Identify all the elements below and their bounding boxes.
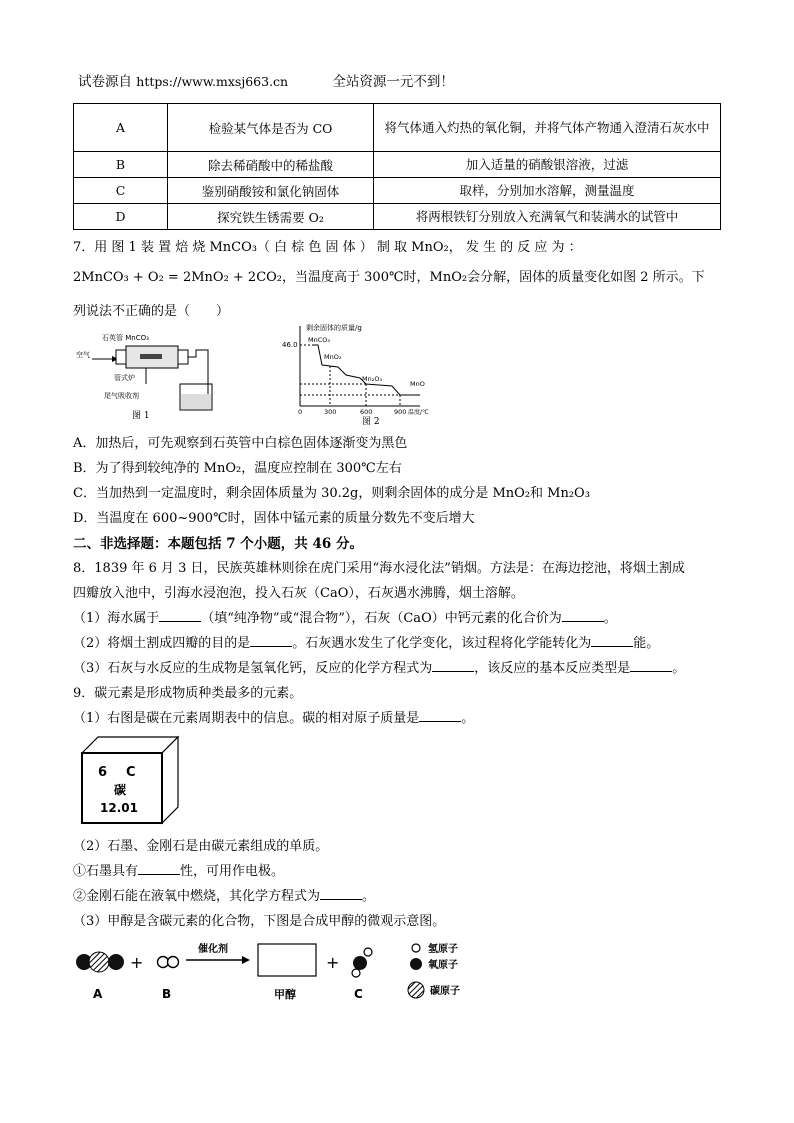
q9-part-2-1 [73, 860, 284, 879]
species-label: MnCO₃ [308, 336, 330, 344]
legend-oxygen: 氧原子 [428, 960, 458, 971]
q7-equation: 2MnCO₃ + O₂ = 2MnO₂ + 2CO₂ [73, 270, 283, 285]
table-row [74, 204, 721, 230]
answer-blank[interactable] [138, 862, 180, 875]
table-row [74, 104, 721, 152]
row-method: 将两根铁钉分别放入充满氧气和装满水的试管中 [374, 204, 721, 230]
fig1-caption: 图 1 [132, 411, 150, 421]
arrow-icon [242, 956, 250, 964]
element-symbol: C [126, 765, 136, 780]
text: ②金刚石能在液氧中燃烧，其化学方程式为 [73, 889, 321, 904]
fig2-ytick: 46.0 [282, 341, 298, 349]
text: （1）海水属于 [73, 611, 160, 626]
sample-boat [140, 354, 162, 359]
text: （填“纯净物”或“混合物”），石灰（CaO）中钙元素的化合价为 [201, 611, 562, 626]
q9-part-3: （3）甲醇是含碳元素的化合物，下图是合成甲醇的微观示意图。 [73, 914, 446, 929]
q7-option-b: B．为了得到较纯净的 MnO₂，温度应控制在 300℃左右 [73, 461, 402, 476]
legend-carbon-icon [408, 982, 424, 998]
section-heading: 二、非选择题：本题包括 7 个小题，共 46 分。 [73, 536, 363, 552]
answer-blank[interactable] [250, 634, 292, 647]
hydrogen-atom-icon [364, 948, 372, 956]
row-label: C [74, 178, 168, 204]
x-unit: 温度/℃ [408, 409, 429, 416]
answer-blank[interactable] [432, 659, 474, 672]
row-goal: 鉴别硝酸铵和氯化钠固体 [168, 178, 374, 204]
text: 。石灰遇水发生了化学变化，该过程将化学能转化为 [292, 636, 592, 651]
legend-hydrogen: 氢原子 [428, 944, 458, 955]
source-label: 试卷源自 [78, 74, 132, 90]
table-row [74, 152, 721, 178]
atomic-number: 6 [98, 765, 108, 780]
q7-line2-rest: ，当温度高于 300℃时，MnO₂会分解，固体的质量变化如图 2 所示。下 [282, 270, 705, 285]
legend-hydrogen-icon [412, 944, 420, 952]
text: 。 [603, 611, 617, 626]
oxygen-atom-icon [108, 954, 124, 970]
fig1-label-furnace: 管式炉 [114, 374, 135, 382]
experiment-table [73, 103, 721, 230]
absorbent-liquid [181, 394, 211, 409]
xtick: 600 [360, 408, 373, 416]
row-method: 将气体通入灼热的氧化铜，并将气体产物通入澄清石灰水中 [374, 104, 721, 152]
card-side-face [162, 737, 178, 823]
fig1-label-absorbent: 尾气吸收剂 [104, 392, 139, 400]
figure-2-mass-curve [282, 320, 442, 426]
oxygen-atom-icon [353, 956, 367, 970]
answer-blank[interactable] [320, 887, 362, 900]
row-method: 加入适量的硝酸银溶液，过滤 [374, 152, 721, 178]
q7-option-d: D．当温度在 600~900℃时，固体中锰元素的质量分数先不变后增大 [73, 511, 475, 526]
source-url[interactable]: https://www.mxsj663.cn [136, 74, 289, 89]
text: （1）右图是碳在元素周期表中的信息。碳的相对原子质量是 [73, 711, 420, 726]
text: 能。 [633, 636, 660, 651]
row-label: A [74, 104, 168, 152]
exhaust-pipe [188, 350, 208, 398]
row-goal: 检验某气体是否为 CO [168, 104, 374, 152]
xtick: 900 [394, 408, 407, 416]
q8-part-3 [73, 657, 685, 676]
q8-part-2 [73, 632, 659, 651]
legend-oxygen-icon [410, 958, 422, 970]
xtick: 300 [324, 408, 337, 416]
species-label: MnO [410, 380, 425, 388]
row-goal: 探究铁生锈需要 O₂ [168, 204, 374, 230]
row-label: B [74, 152, 168, 178]
answer-blank[interactable] [159, 609, 201, 622]
label-c: C [354, 987, 363, 1001]
text: 性，可用作电极。 [180, 864, 285, 879]
q7-line2 [73, 266, 705, 285]
q7-option-a: A．加热后，可先观察到石英管中白棕色固体逐渐变为黑色 [73, 436, 408, 451]
fig1-label-air: 空气 [76, 351, 90, 359]
q8-intro-2: 四瓣放入池中，引海水浸泡泡，投入石灰（CaO），石灰遇水沸腾，烟土溶解。 [73, 586, 524, 601]
fig1-label-tube: 石英管 MnCO₃ [102, 334, 149, 342]
q8-intro-1: 8．1839 年 6 月 3 日，民族英雄林则徐在虎门采用“海水浸化法”销烟。方法是：在海边挖池，将烟土割成 [73, 561, 685, 576]
carbon-atom-icon [89, 952, 109, 972]
q8-part-1 [73, 607, 617, 626]
hydrogen-atom-icon [352, 969, 360, 977]
label-methanol: 甲醇 [274, 988, 296, 1001]
text: 。 [461, 711, 475, 726]
hydrogen-atom-icon [168, 957, 179, 968]
plus-sign: + [130, 953, 144, 972]
q9-part-1 [73, 707, 474, 726]
label-a: A [93, 987, 103, 1001]
atomic-mass: 12.01 [100, 801, 138, 815]
fig2-caption: 图 2 [362, 417, 380, 426]
q9-part-2: （2）石墨、金刚石是由碳元素组成的单质。 [73, 839, 329, 854]
methanol-box [258, 944, 316, 976]
xtick: 0 [298, 408, 303, 416]
page-header [78, 70, 454, 90]
q7-line3: 列说法不正确的是（ ） [73, 304, 230, 319]
row-method: 取样，分别加水溶解，测量温度 [374, 178, 721, 204]
catalyst-label: 催化剂 [198, 944, 228, 955]
table-row [74, 178, 721, 204]
fig2-ylabel: 剩余固体的质量/g [306, 324, 362, 332]
label-b: B [162, 987, 172, 1001]
q9-part-2-2 [73, 885, 375, 904]
text: ，该反应的基本反应类型是 [474, 661, 631, 676]
text: ①石墨具有 [73, 864, 139, 879]
text: 。 [672, 661, 686, 676]
carbon-element-card [80, 735, 180, 825]
answer-blank[interactable] [562, 609, 604, 622]
figure-1-apparatus [74, 326, 224, 426]
text: （3）石灰与水反应的生成物是氢氧化钙，反应的化学方程式为 [73, 661, 433, 676]
row-label: D [74, 204, 168, 230]
answer-blank[interactable] [630, 659, 672, 672]
plus-sign: + [326, 953, 340, 972]
slogan: 全站资源一元不到！ [332, 74, 454, 90]
species-label: Mn₂O₃ [362, 375, 383, 383]
legend-carbon: 碳原子 [430, 986, 460, 997]
text: （2）将烟土割成四瓣的目的是 [73, 636, 251, 651]
q9-intro: 9．碳元素是形成物质种类最多的元素。 [73, 686, 303, 701]
element-name: 碳 [114, 783, 127, 797]
answer-blank[interactable] [591, 634, 633, 647]
text: 。 [362, 889, 376, 904]
q7-option-c: C．当加热到一定温度时，剩余固体质量为 30.2g，则剩余固体的成分是 MnO₂和 Mn₂O₃ [73, 486, 590, 501]
species-label: MnO₂ [324, 353, 342, 361]
methanol-synthesis-diagram [74, 938, 494, 1004]
q7-line1: 7．用 图 1 装 置 焙 烧 MnCO₃（ 白 棕 色 固 体 ） 制 取 MnO₂， 发 生 的 反 应 为 ： [73, 240, 582, 255]
row-goal: 除去稀硝酸中的稀盐酸 [168, 152, 374, 178]
answer-blank[interactable] [419, 709, 461, 722]
